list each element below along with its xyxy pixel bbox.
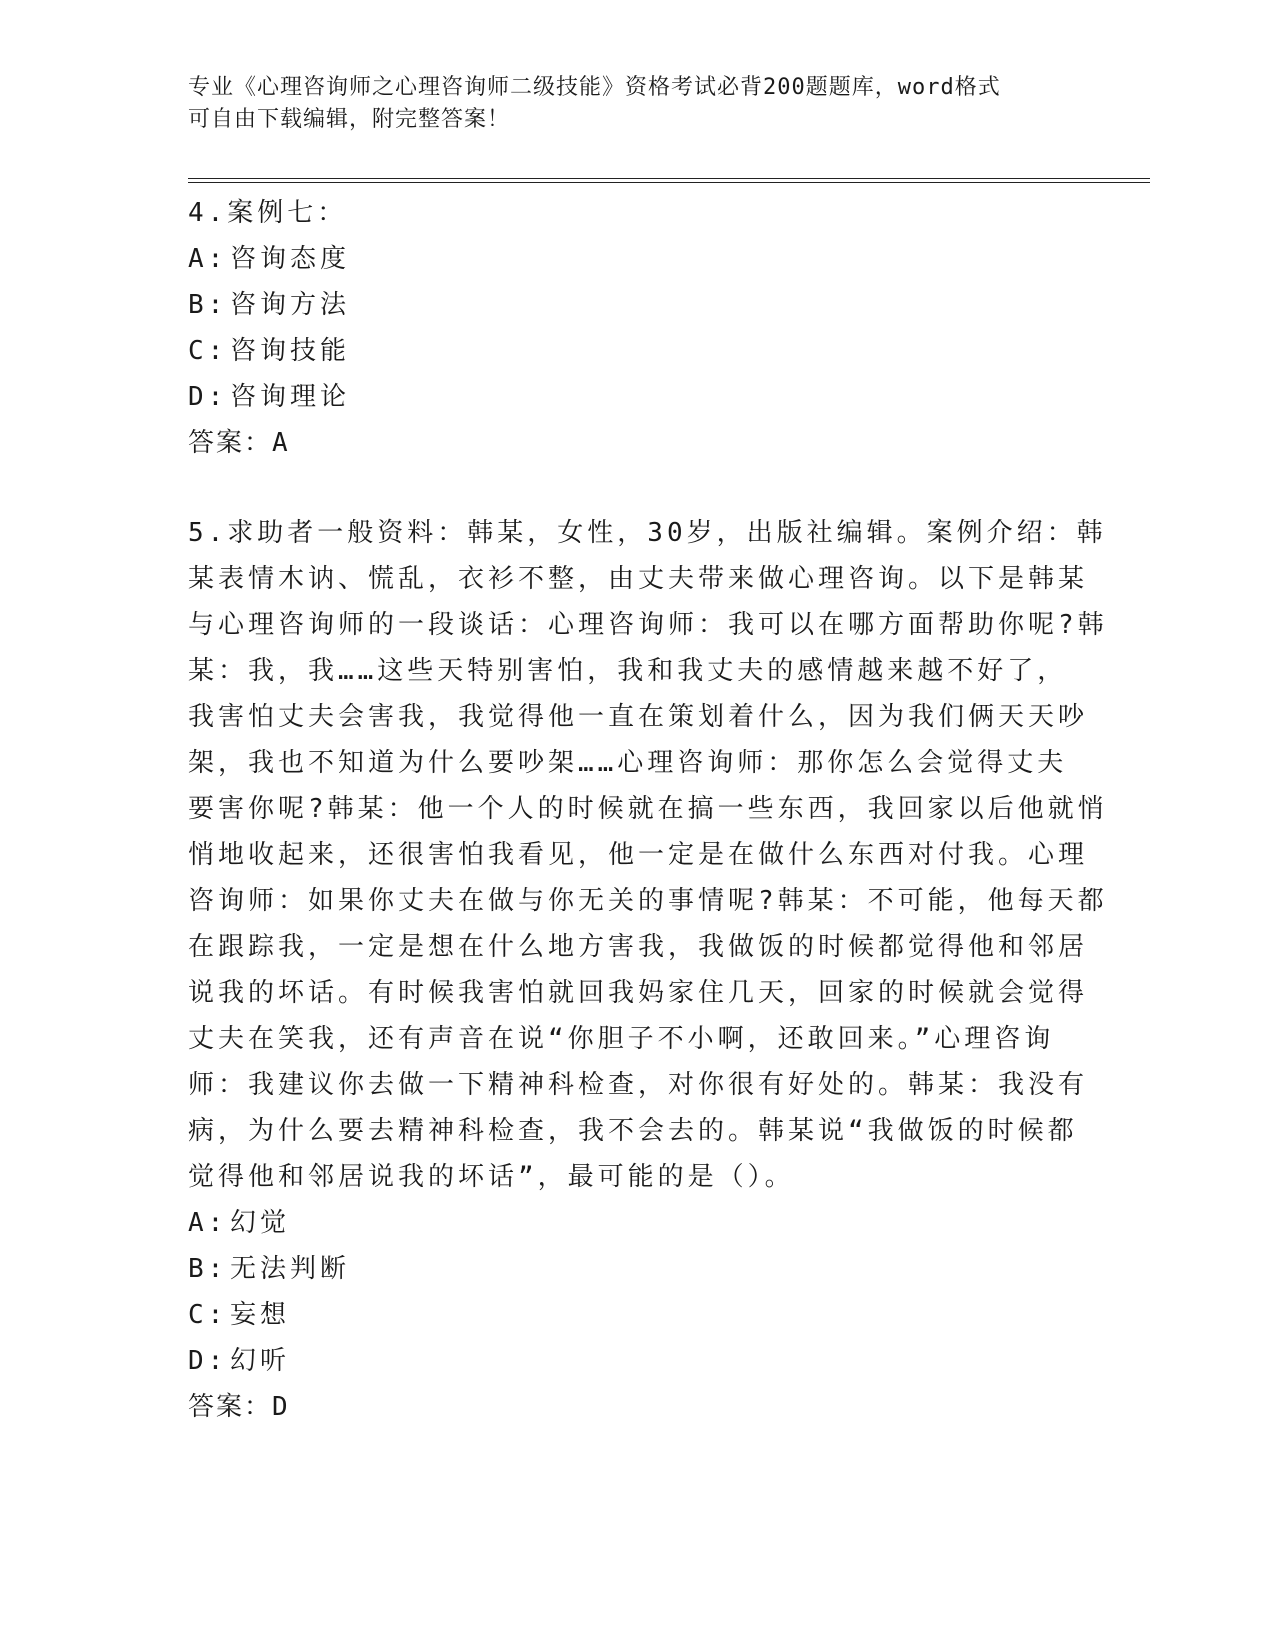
header-divider-top	[188, 178, 1150, 179]
option-b	[188, 1246, 1068, 1292]
option-letter: C:	[188, 336, 228, 366]
question-stem-line: 我害怕丈夫会害我，我觉得他一直在策划着什么，因为我们俩天天吵	[188, 702, 1089, 732]
question-stem-line: 咨询师：如果你丈夫在做与你无关的事情呢?韩某：不可能，他每天都	[188, 886, 1108, 916]
option-text: 无法判断	[230, 1254, 351, 1284]
question-stem: 4.案例七：	[188, 198, 348, 228]
header-title-line-2: 可自由下载编辑，附完整答案！	[188, 107, 511, 132]
question-stem-line: 觉得他和邻居说我的坏话”，最可能的是（）。	[188, 1162, 795, 1192]
question-stem-line: 悄地收起来，还很害怕我看见，他一定是在做什么东西对付我。心理	[188, 840, 1089, 870]
question-4	[188, 190, 1068, 466]
question-spacer	[188, 466, 1068, 510]
header-title-line-1: 专业《心理咨询师之心理咨询师二级技能》资格考试必背200题题库，word格式	[188, 75, 1001, 100]
option-letter: D:	[188, 1346, 228, 1376]
question-stem-line: 要害你呢?韩某：他一个人的时候就在搞一些东西，我回家以后他就悄	[188, 794, 1108, 824]
option-letter: A:	[188, 244, 228, 274]
option-text: 幻听	[230, 1346, 291, 1376]
question-stem-line: 与心理咨询师的一段谈话：心理咨询师：我可以在哪方面帮助你呢?韩	[188, 610, 1108, 640]
question-stem-line: 某：我，我……这些天特别害怕，我和我丈夫的感情越来越不好了，	[188, 656, 1068, 686]
option-letter: A:	[188, 1208, 228, 1238]
option-a	[188, 1200, 1068, 1246]
option-a	[188, 236, 1068, 282]
option-text: 幻觉	[230, 1208, 291, 1238]
option-text: 妄想	[230, 1300, 291, 1330]
option-text: 咨询方法	[230, 290, 351, 320]
question-stem-line: 在跟踪我，一定是想在什么地方害我，我做饭的时候都觉得他和邻居	[188, 932, 1089, 962]
question-stem-line: 师：我建议你去做一下精神科检查，对你很有好处的。韩某：我没有	[188, 1070, 1089, 1100]
option-text: 咨询态度	[230, 244, 351, 274]
question-stem-line: 说我的坏话。有时候我害怕就回我妈家住几天，回家的时候就会觉得	[188, 978, 1089, 1008]
option-text: 咨询技能	[230, 336, 351, 366]
answer: 答案：D	[188, 1392, 290, 1422]
question-list	[188, 190, 1108, 1430]
option-text: 咨询理论	[230, 382, 351, 412]
page-header	[188, 72, 1068, 136]
option-d	[188, 374, 1068, 420]
question-stem-line: 丈夫在笑我，还有声音在说“你胆子不小啊，还敢回来。”心理咨询	[188, 1024, 1055, 1054]
question-stem-line: 某表情木讷、慌乱，衣衫不整，由丈夫带来做心理咨询。以下是韩某	[188, 564, 1089, 594]
question-stem-line: 病，为什么要去精神科检查，我不会去的。韩某说“我做饭的时候都	[188, 1116, 1078, 1146]
answer: 答案：A	[188, 428, 290, 458]
question-stem-line: 架，我也不知道为什么要吵架……心理咨询师：那你怎么会觉得丈夫	[188, 748, 1068, 778]
option-b	[188, 282, 1068, 328]
option-letter: B:	[188, 290, 228, 320]
option-c	[188, 328, 1068, 374]
option-letter: C:	[188, 1300, 228, 1330]
option-letter: D:	[188, 382, 228, 412]
question-stem-line: 5.求助者一般资料：韩某，女性，30岁，出版社编辑。案例介绍：韩	[188, 518, 1107, 548]
option-d	[188, 1338, 1068, 1384]
option-letter: B:	[188, 1254, 228, 1284]
option-c	[188, 1292, 1068, 1338]
question-5	[188, 510, 1108, 1430]
header-divider-bottom	[188, 182, 1150, 183]
